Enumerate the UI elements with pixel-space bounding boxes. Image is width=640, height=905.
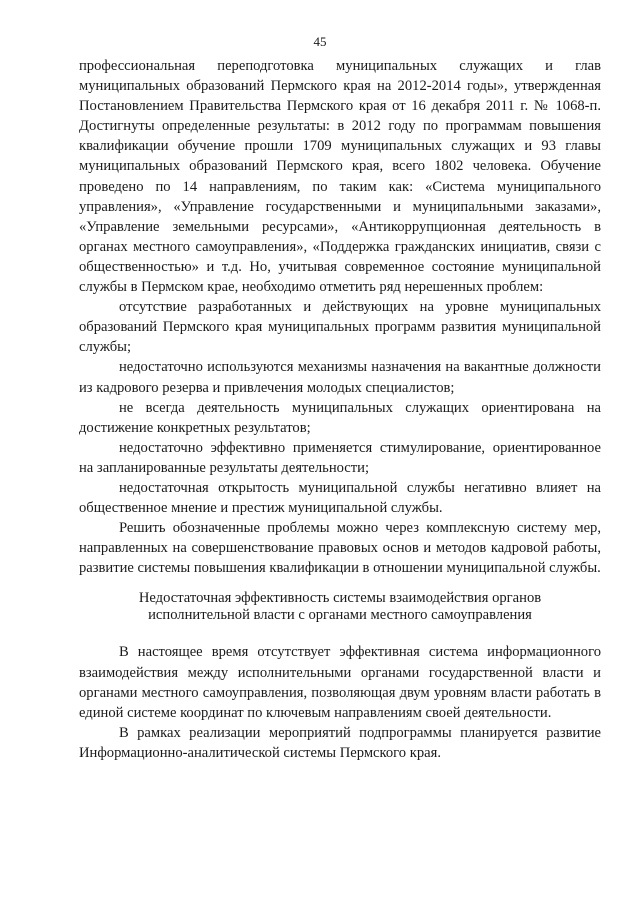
paragraph-section-2: В рамках реализации мероприятий подпрограммы планируется развитие Информационно-аналитической системы Пермского края.: [79, 724, 601, 761]
section-heading: [79, 590, 601, 624]
paragraph-problem-3: не всегда деятельность муниципальных служащих ориентирована на достижение конкретных результатов;: [79, 399, 601, 436]
paragraph-problem-5: недостаточная открытость муниципальной службы негативно влияет на общественное мнение и престиж муниципальной службы.: [79, 479, 601, 517]
paragraph-problem-2: недостаточно используются механизмы назначения на вакантные должности из кадрового резерва и привлечения молодых специалистов;: [79, 359, 601, 396]
paragraph-problem-1: отсутствие разработанных и действующих на уровне муниципальных образований Пермского края муниципальных программ развития муниципальной службы;: [79, 299, 601, 356]
section-heading-line-1: Недостаточная эффективность системы взаимодействия органов: [138, 590, 542, 607]
section-heading-line-2: исполнительной власти с органами местного самоуправления: [148, 607, 532, 624]
paragraph-solution: Решить обозначенные проблемы можно через комплексную систему мер, направленных на совершенствование правовых основ и методов кадровой работы, развитие системы повышения квалификации в отношении муниципальной службы.: [79, 520, 601, 577]
paragraph-intro: профессиональная переподготовка муниципальных служащих и глав муниципальных образований Пермского края на 2012-2014 годы», утвержденная Постановлением Правительства Пермского края от 16 декабря 2011 г. № 1068-п. Достигнуты определенные результаты: в 2012 году по программам повышения квалификации обучение прошли 1709 муниципальных служащих и 93 главы муниципальных образований Пермского края, всего 1802 человека. Обучение проведено по 14 направлениям, по таким как: «Система муниципального управления», «Управление государственными и муниципальными заказами», «Управление земельными ресурсами», «Антикоррупционная деятельность в органах местного самоуправления», «Поддержка гражданских инициатив, связи с общественностью» и т.д. Но, учитывая современное состояние муниципальной службы в Пермском крае, необходимо отметить ряд нерешенных проблем:: [79, 58, 601, 296]
page-number: 45: [313, 34, 327, 49]
document-body: [79, 56, 601, 763]
paragraph-section-1: В настоящее время отсутствует эффективная система информационного взаимодействия между исполнительными органами государственной власти и органами местного самоуправления, позволяющая двум уровням власти работать в единой системе координат по ключевым направлениям своей деятельности.: [79, 644, 601, 721]
paragraph-problem-4: недостаточно эффективно применяется стимулирование, ориентированное на запланированные результаты деятельности;: [79, 439, 601, 476]
